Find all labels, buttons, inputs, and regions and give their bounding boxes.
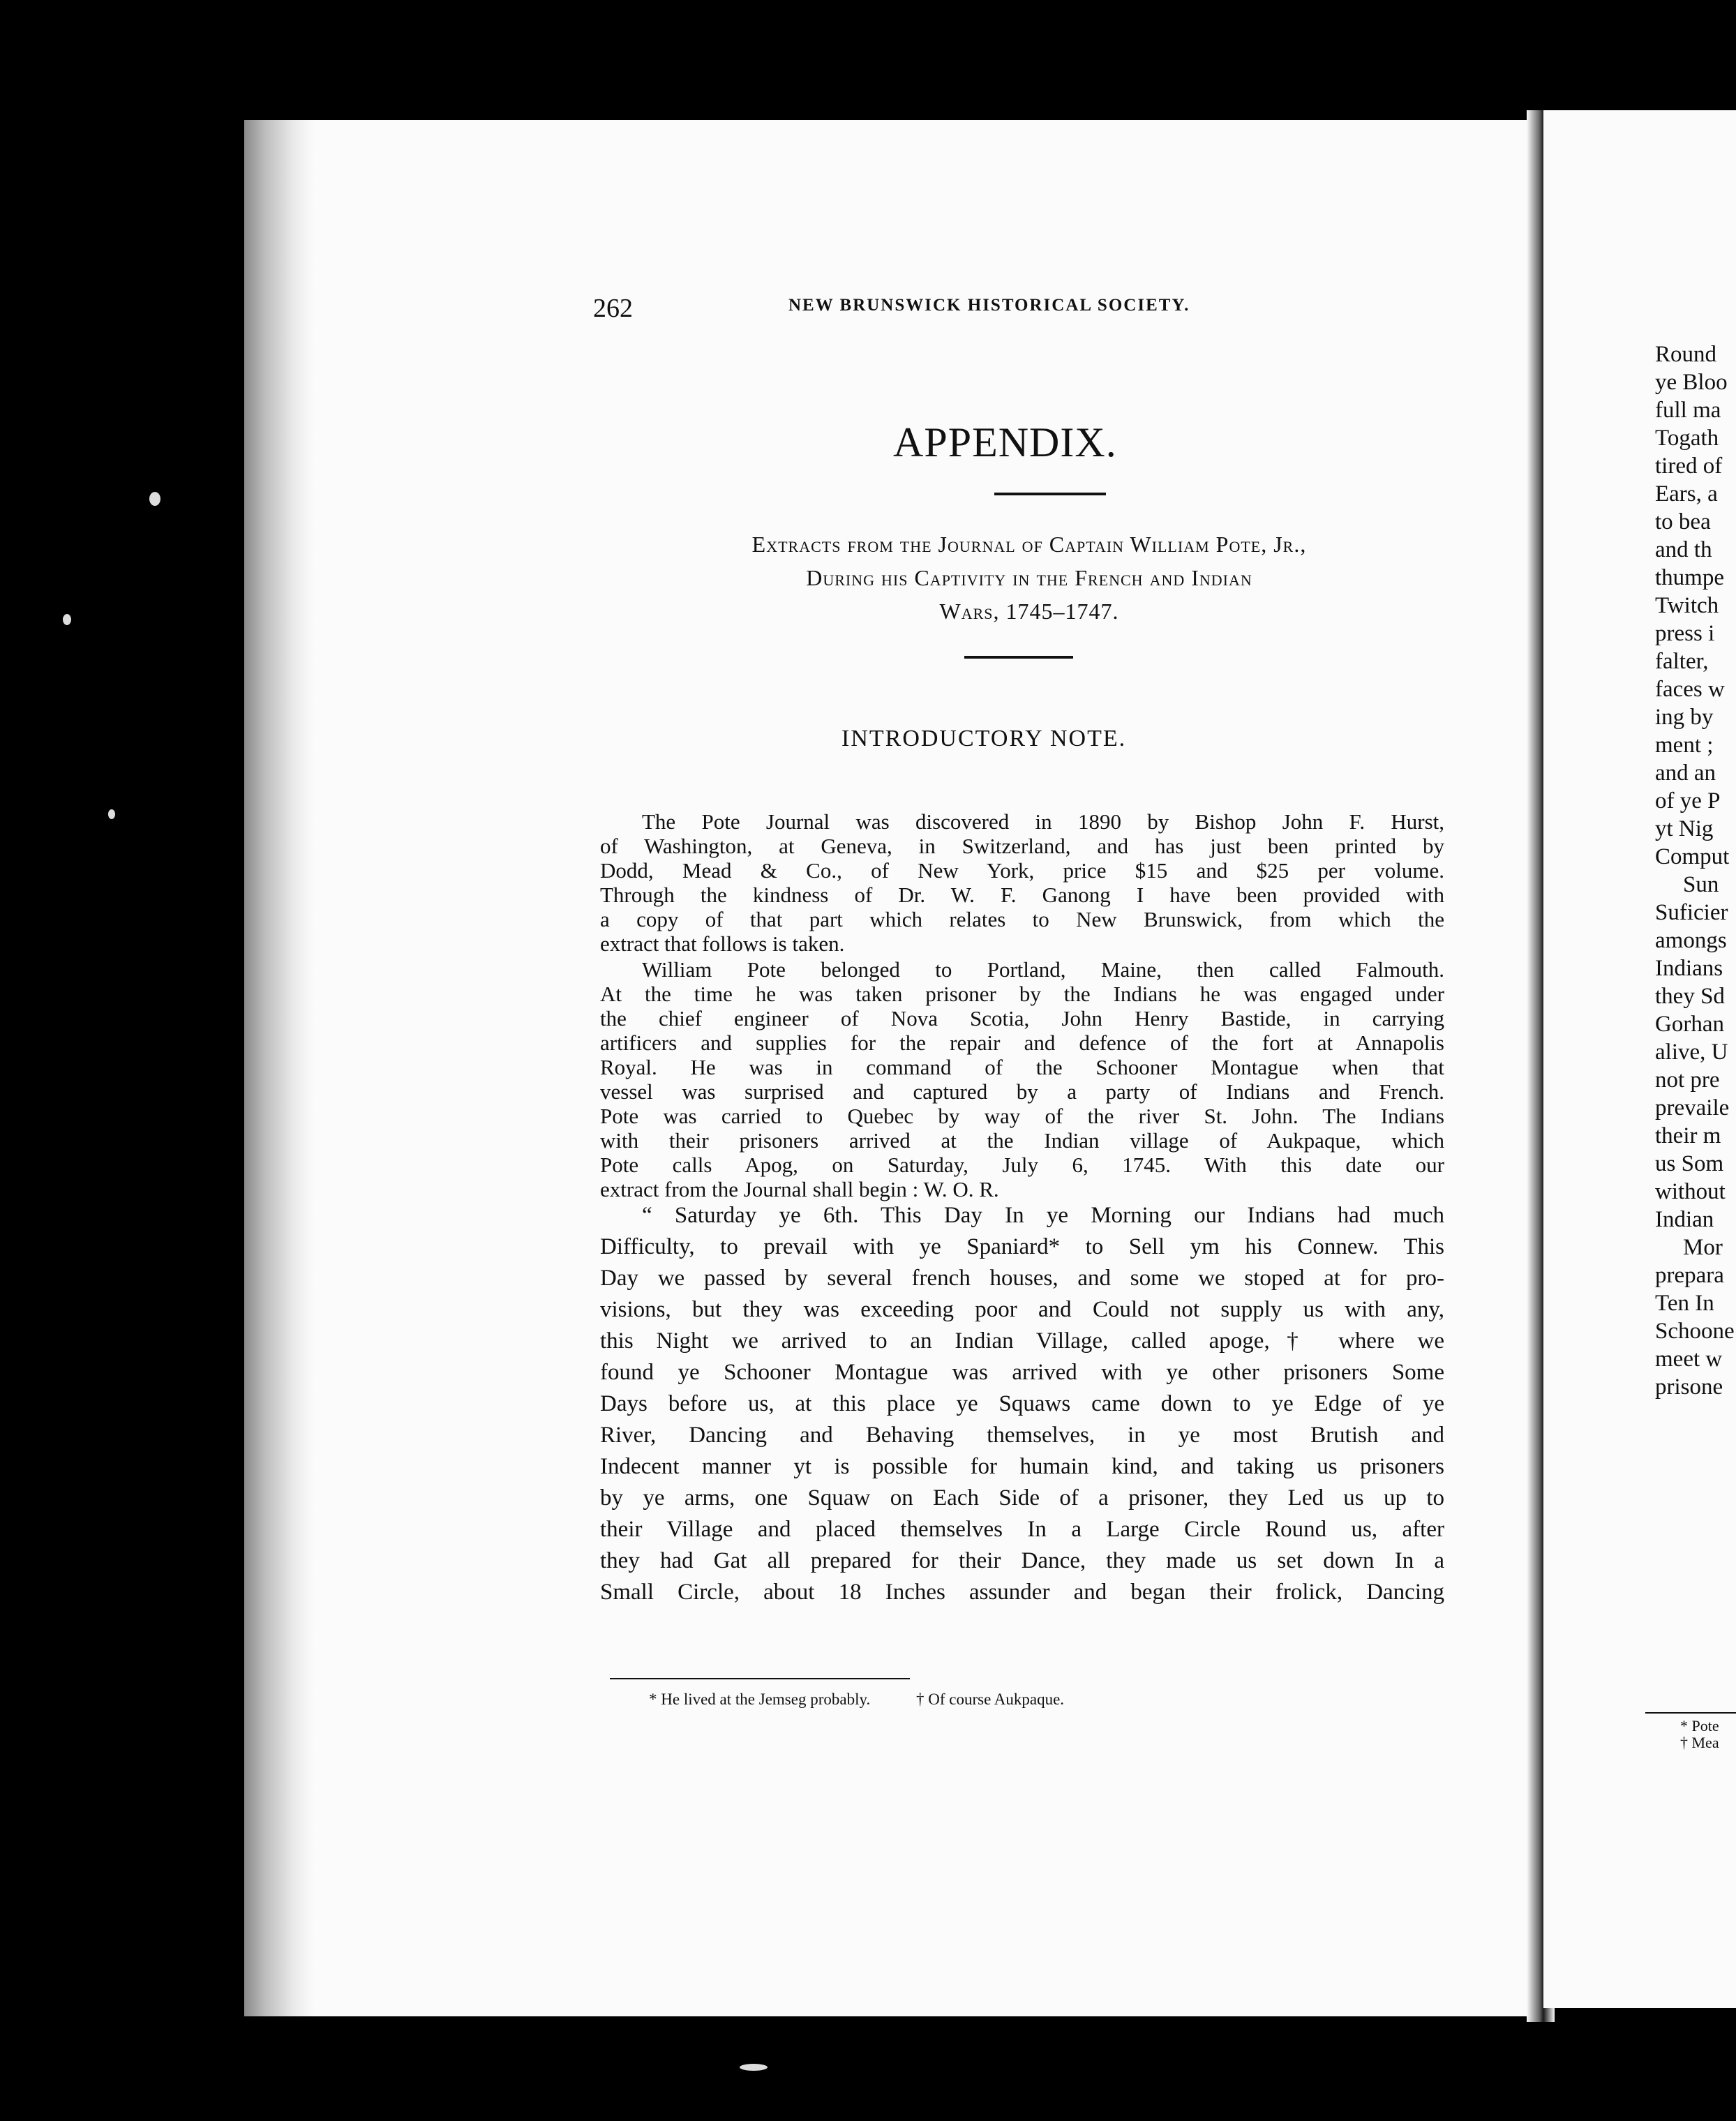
intro-paragraph-2 (600, 957, 1444, 1201)
text-line: Day we passed by several french houses, and some we stoped at for pro- (600, 1266, 1444, 1291)
text-line: Pote calls Apog, on Saturday, July 6, 1745. With this date our (600, 1153, 1444, 1177)
text-line: River, Dancing and Behaving themselves, in ye most Brutish and (600, 1423, 1444, 1448)
footnote: † Of course Aukpaque. (915, 1691, 1065, 1708)
right-page-text (1655, 340, 1735, 1401)
scan-speck (108, 809, 115, 819)
right-text-line: falter, (1655, 649, 1709, 674)
right-text-line: without (1655, 1179, 1726, 1204)
right-text-line: ye Bloo (1655, 370, 1728, 395)
right-text-line: Round (1655, 342, 1717, 367)
right-text-line: Togath (1655, 426, 1719, 451)
text-line: they had Gat all prepared for their Dance, they made us set down In a (600, 1548, 1444, 1573)
right-text-line: their m (1655, 1123, 1721, 1148)
right-text-line: meet w (1655, 1347, 1723, 1372)
right-text-line: Schoone (1655, 1319, 1735, 1344)
text-line: found ye Schooner Montague was arrived with ye other prisoners Some (600, 1360, 1444, 1385)
text-line: Days before us, at this place ye Squaws came down to ye Edge of ye (600, 1391, 1444, 1416)
text-line: of Washington, at Geneva, in Switzerland, and has just been printed by (600, 834, 1444, 858)
right-text-line: Gorhan (1655, 1012, 1724, 1037)
right-text-line: Sun (1683, 872, 1719, 897)
page-number: 262 (593, 294, 633, 323)
right-footnote: * Pote (1680, 1717, 1719, 1734)
text-line: a copy of that part which relates to New Brunswick, from which the (600, 907, 1444, 931)
text-line: The Pote Journal was discovered in 1890 by Bishop John F. Hurst, (642, 809, 1444, 834)
right-text-line: Comput (1655, 844, 1730, 869)
right-text-line: yt Nig (1655, 816, 1714, 841)
right-text-line: alive, U (1655, 1040, 1728, 1065)
text-line: vessel was surprised and captured by a party of Indians and French. (600, 1079, 1444, 1104)
right-text-line: and an (1655, 760, 1716, 786)
subtitle-line: Wars, 1745–1747. (939, 599, 1119, 624)
text-line: by ye arms, one Squaw on Each Side of a prisoner, they Led us up to (600, 1485, 1444, 1511)
right-text-line: Ten In (1655, 1291, 1714, 1316)
footnotes (649, 1691, 1106, 1709)
subtitle-rule (964, 656, 1073, 659)
right-text-line: Mor (1683, 1235, 1723, 1260)
footnote-rule (610, 1678, 910, 1679)
scan-speck (740, 2064, 768, 2071)
right-footnote: † Mea (1680, 1734, 1719, 1751)
right-text-line: full ma (1655, 398, 1721, 423)
right-text-line: thumpe (1655, 565, 1724, 590)
right-text-line: ing by (1655, 705, 1714, 730)
text-line: Through the kindness of Dr. W. F. Ganong I have been provided with (600, 883, 1444, 907)
right-text-line: and th (1655, 537, 1712, 562)
right-text-line: tired of (1655, 454, 1723, 479)
right-text-line: press i (1655, 621, 1715, 646)
footnote: * He lived at the Jemseg probably. (649, 1691, 871, 1708)
text-line: Indecent manner yt is possible for humain kind, and taking us prisoners (600, 1454, 1444, 1479)
right-text-line: prisone (1655, 1374, 1723, 1400)
text-line: William Pote belonged to Portland, Maine, then called Falmouth. (642, 957, 1444, 982)
journal-paragraph (600, 1200, 1444, 1608)
intro-paragraph-1 (600, 809, 1444, 956)
text-line: artificers and supplies for the repair and defence of the fort at Annapolis (600, 1030, 1444, 1055)
right-text-line: prevaile (1655, 1095, 1730, 1121)
text-line: Difficulty, to prevail with ye Spaniard* to Sell ym his Connew. This (600, 1234, 1444, 1259)
text-line: visions, but they was exceeding poor and Could not supply us with any, (600, 1297, 1444, 1322)
appendix-title: APPENDIX. (893, 419, 1117, 465)
right-text-line: to bea (1655, 509, 1711, 534)
text-line: Pote was carried to Quebec by way of the river St. John. The Indians (600, 1104, 1444, 1128)
scan-speck (63, 614, 71, 625)
right-text-line: of ye P (1655, 788, 1721, 814)
intro-heading: INTRODUCTORY NOTE. (841, 726, 1127, 751)
left-page-edge (244, 120, 314, 2016)
text-line: this Night we arrived to an Indian Village, called apoge,† where we (600, 1328, 1444, 1354)
text-line: extract from the Journal shall begin : W. O. R. (600, 1177, 999, 1201)
text-line: with their prisoners arrived at the Indian village of Aukpaque, which (600, 1128, 1444, 1153)
right-text-line: not pre (1655, 1067, 1720, 1093)
right-text-line: Suficier (1655, 900, 1728, 925)
journal-title-block (600, 527, 1458, 628)
right-text-line: Twitch (1655, 593, 1719, 618)
right-text-line: faces w (1655, 677, 1725, 702)
right-footnote-rule (1645, 1712, 1736, 1714)
running-head: NEW BRUNSWICK HISTORICAL SOCIETY. (788, 296, 1190, 315)
right-text-line: prepara (1655, 1263, 1724, 1288)
subtitle-line: During his Captivity in the French and Indian (806, 565, 1252, 590)
text-line: the chief engineer of Nova Scotia, John Henry Bastide, in carrying (600, 1006, 1444, 1030)
right-text-line: they Sd (1655, 984, 1725, 1009)
title-rule (994, 493, 1106, 495)
text-line: their Village and placed themselves In a Large Circle Round us, after (600, 1517, 1444, 1542)
right-page-footnotes (1680, 1718, 1719, 1751)
text-line: extract that follows is taken. (600, 931, 845, 956)
text-line: At the time he was taken prisoner by the Indians he was engaged under (600, 982, 1444, 1006)
text-line: Small Circle, about 18 Inches assunder and began their frolick, Dancing (600, 1580, 1444, 1605)
right-text-line: Indian (1655, 1207, 1714, 1232)
right-text-line: amongs (1655, 928, 1727, 953)
right-text-line: us Som (1655, 1151, 1724, 1176)
right-text-line: Indians (1655, 956, 1723, 981)
text-line: Royal. He was in command of the Schooner Montague when that (600, 1055, 1444, 1079)
text-line: “ Saturday ye 6th. This Day In ye Morning our Indians had much (642, 1203, 1444, 1228)
subtitle-line: Extracts from the Journal of Captain William Pote, Jr., (751, 532, 1307, 557)
text-line: Dodd, Mead & Co., of New York, price $15 and $25 per volume. (600, 858, 1444, 883)
scan-speck (149, 492, 160, 506)
right-text-line: ment ; (1655, 733, 1714, 758)
right-text-line: Ears, a (1655, 481, 1718, 507)
